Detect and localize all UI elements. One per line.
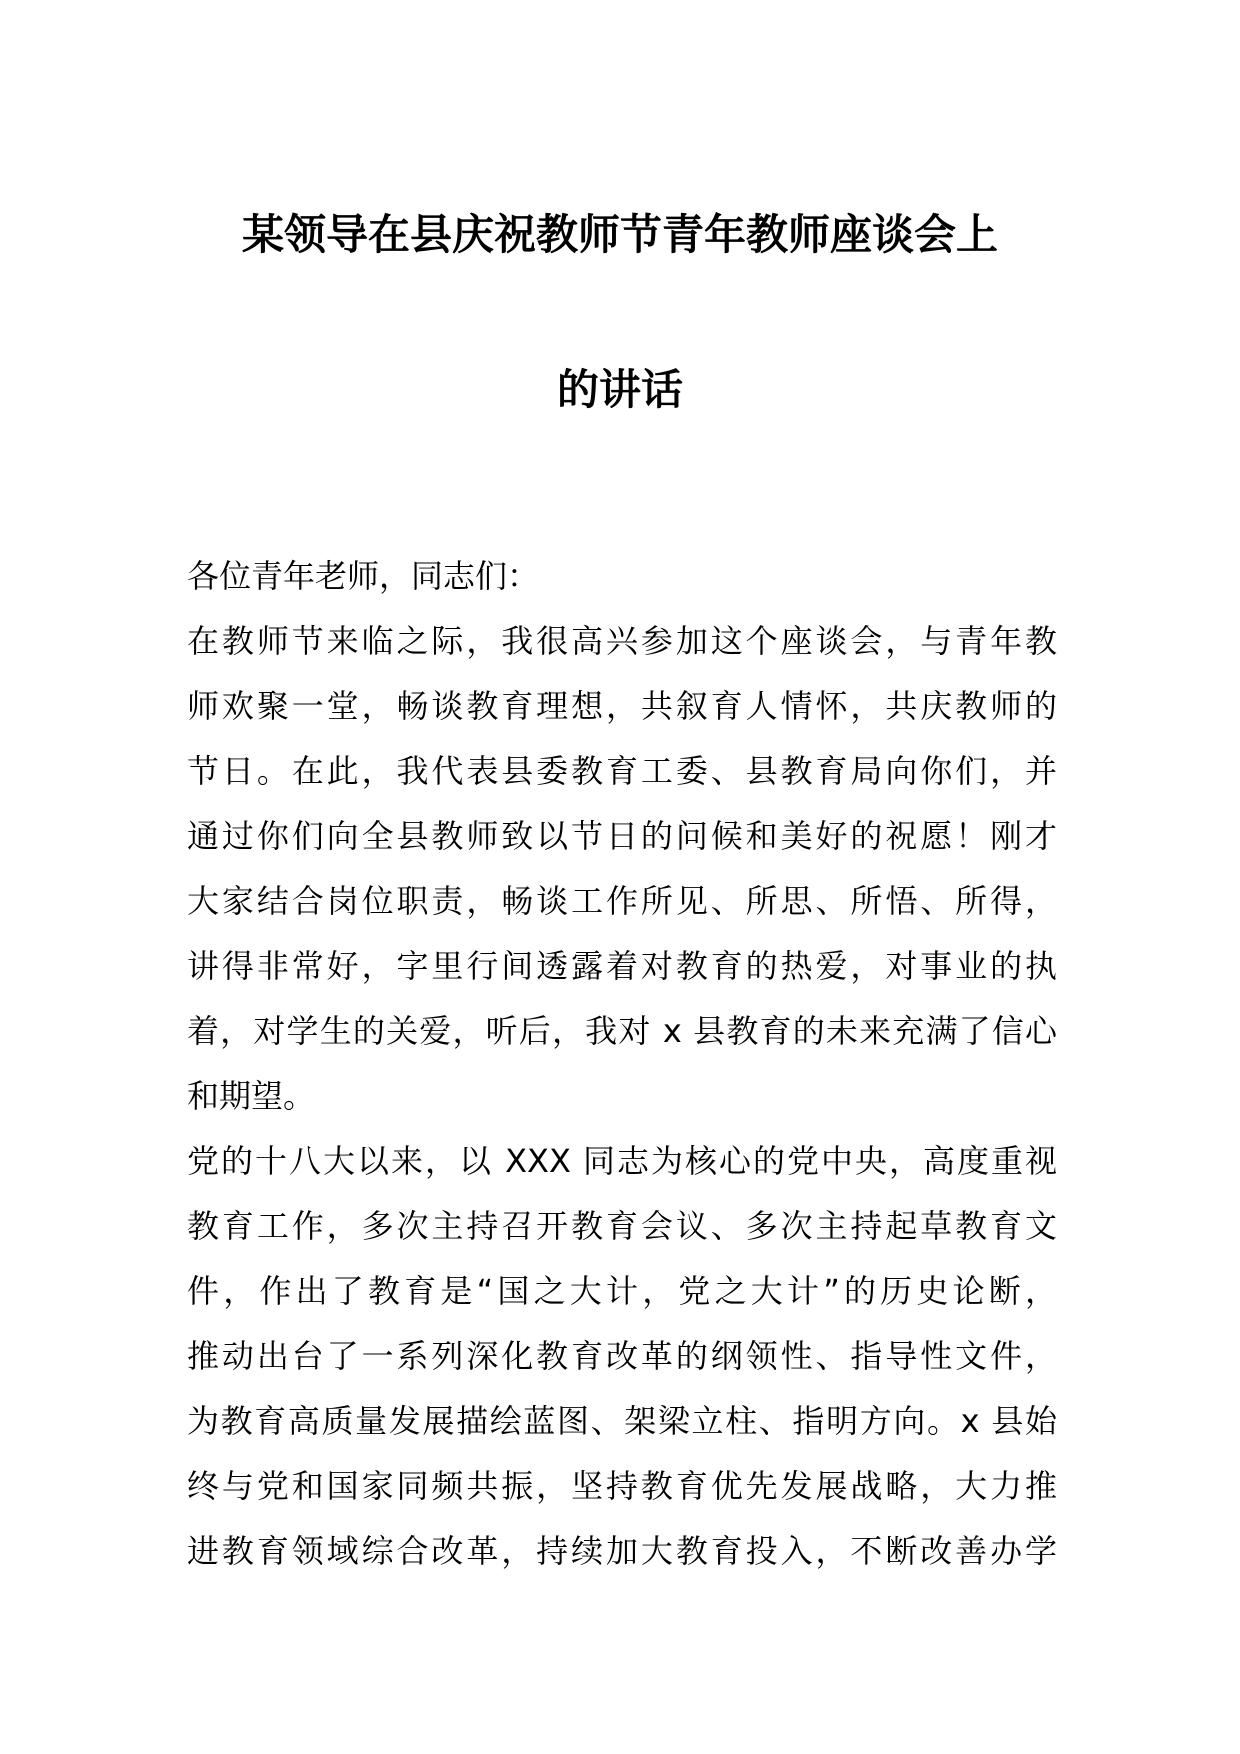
paragraph-line: 讲得非常好，字里行间透露着对教育的热爱，对事业的执 <box>187 947 1057 985</box>
salutation <box>187 544 1057 609</box>
paragraph-line: 党的十八大以来，以 XXX 同志为核心的党中央，高度重视 <box>187 1142 1057 1180</box>
paragraph-2 <box>187 1129 1057 1584</box>
paragraph-line: 进教育领域综合改革，持续加大教育投入，不断改善办学 <box>187 1532 1057 1570</box>
document-title-line-2: 的讲话 <box>556 365 683 414</box>
paragraph-1 <box>187 609 1057 1129</box>
document-title-line-1: 某领导在县庆祝教师节青年教师座谈会上 <box>241 210 998 259</box>
paragraph-line: 着，对学生的关爱，听后，我对 x 县教育的未来充满了信心 <box>187 1012 1057 1050</box>
paragraph-line: 大家结合岗位职责，畅谈工作所见、所思、所悟、所得， <box>187 882 1057 920</box>
paragraph-line: 节日。在此，我代表县委教育工委、县教育局向你们，并 <box>187 752 1057 790</box>
paragraph-line: 终与党和国家同频共振，坚持教育优先发展战略，大力推 <box>187 1467 1057 1505</box>
document-body <box>187 544 1057 1584</box>
paragraph-line: 为教育高质量发展描绘蓝图、架梁立柱、指明方向。x 县始 <box>187 1402 1057 1440</box>
paragraph-line: 通过你们向全县教师致以节日的问候和美好的祝愿！刚才 <box>187 817 1057 855</box>
paragraph-line: 教育工作，多次主持召开教育会议、多次主持起草教育文 <box>187 1207 1057 1245</box>
paragraph-line: 件，作出了教育是“国之大计，党之大计”的历史论断， <box>187 1272 1057 1310</box>
salutation-line: 各位青年老师，同志们： <box>187 557 540 595</box>
paragraph-line: 和期望。 <box>187 1077 316 1115</box>
paragraph-line: 推动出台了一系列深化教育改革的纲领性、指导性文件， <box>187 1337 1057 1375</box>
paragraph-line: 在教师节来临之际，我很高兴参加这个座谈会，与青年教 <box>187 622 1057 660</box>
paragraph-line: 师欢聚一堂，畅谈教育理想，共叙育人情怀，共庆教师的 <box>187 687 1057 725</box>
